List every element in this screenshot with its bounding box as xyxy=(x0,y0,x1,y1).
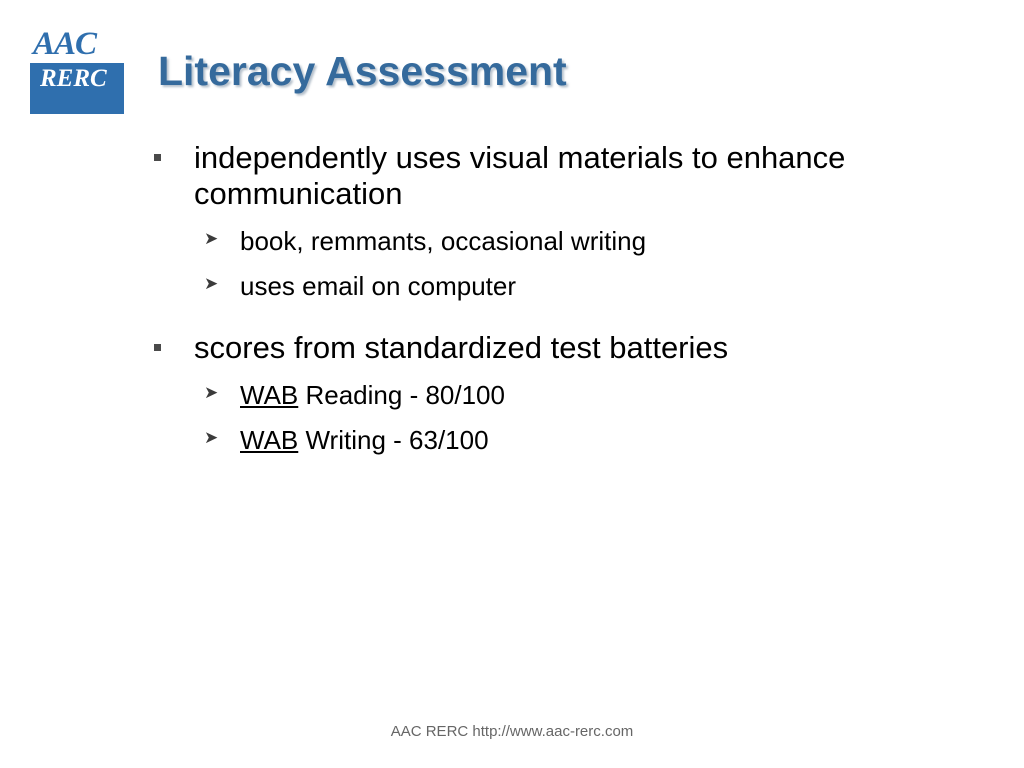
arrow-bullet-icon: ➤ xyxy=(204,428,219,448)
slide-body xyxy=(148,140,948,457)
list-item-emphasis: WAB xyxy=(240,380,299,411)
logo-background xyxy=(30,26,124,114)
list-item-label: uses email on computer xyxy=(240,271,517,302)
list-item xyxy=(148,330,948,366)
logo-aac-text: AAC xyxy=(33,26,97,62)
spacer xyxy=(148,302,948,330)
list-item-label: independently uses visual materials to enhance communication xyxy=(194,140,846,211)
logo-lower-panel xyxy=(30,63,124,114)
list-item xyxy=(148,226,948,257)
list-item xyxy=(148,140,948,212)
page-title: Literacy Assessment xyxy=(158,48,567,94)
aac-rerc-logo xyxy=(30,26,124,114)
list-item-emphasis: WAB xyxy=(240,425,299,456)
arrow-bullet-icon: ➤ xyxy=(204,274,219,294)
square-bullet-icon xyxy=(154,344,161,351)
square-bullet-icon xyxy=(154,154,161,161)
list-item-label: scores from standardized test batteries xyxy=(194,330,729,366)
list-item-label: Reading - 80/100 xyxy=(298,380,505,411)
list-item xyxy=(148,425,948,456)
arrow-bullet-icon: ➤ xyxy=(204,383,219,403)
logo-rerc-text: RERC xyxy=(40,65,107,92)
arrow-bullet-icon: ➤ xyxy=(204,228,219,248)
list-item-label: book, remmants, occasional writing xyxy=(240,225,647,256)
list-item xyxy=(148,271,948,302)
list-item xyxy=(148,380,948,411)
slide-footer: AAC RERC http://www.aac-rerc.com xyxy=(390,723,634,740)
list-item-label: Writing - 63/100 xyxy=(298,425,489,456)
